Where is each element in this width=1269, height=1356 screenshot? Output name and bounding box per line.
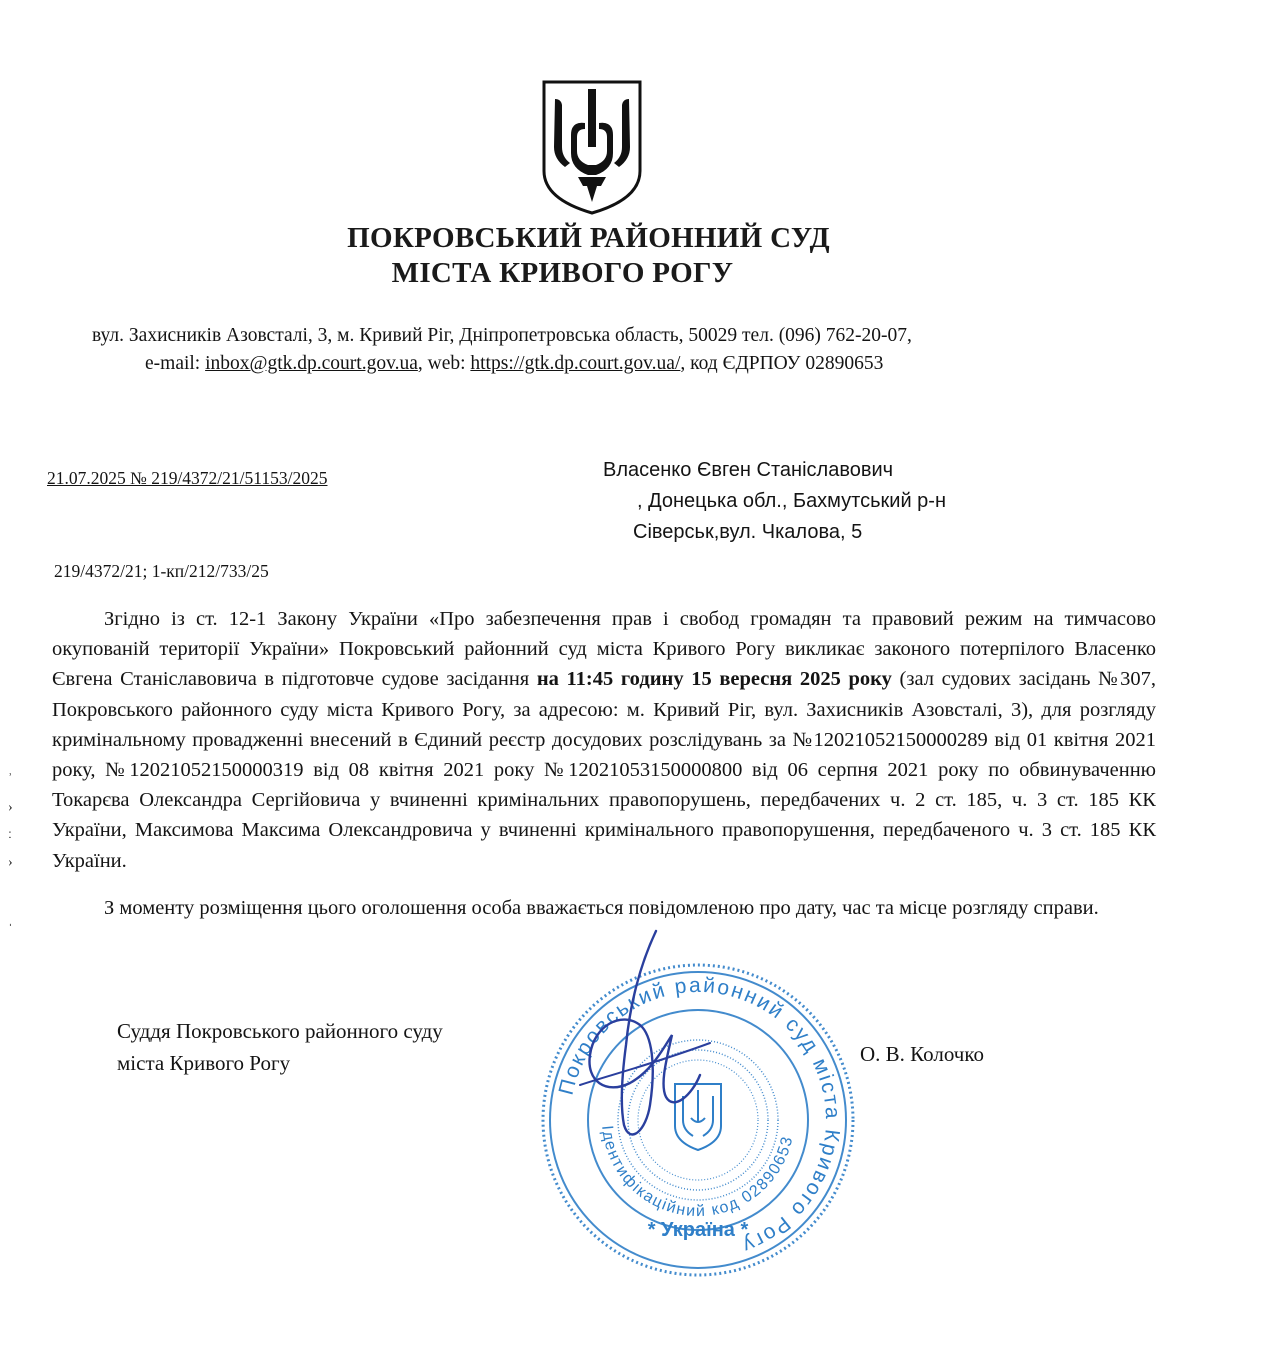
recipient-name: Власенко Євген Станіславович: [603, 459, 894, 481]
margin-mark: ˌ: [8, 912, 13, 927]
outgoing-reference: 21.07.2025 № 219/4372/21/51153/2025: [47, 468, 328, 488]
email-link[interactable]: inbox@gtk.dp.court.gov.ua: [205, 353, 418, 374]
summons-text-start: Згідно із ст. 12-1 Закону України «Про забезпечення прав і свобод громадян та правовий режим на тимчасово окупованій території України» Покровський районний суд міста Кривого Рогу викликає законого потерпілого Власенко Євгена Станіславовича в підготовче судове засідання: [52, 608, 1156, 691]
stamp-outer-text: Покровський районний суд міста Кривого Рогу: [554, 973, 845, 1258]
email-label: e-mail:: [145, 353, 206, 374]
judge-name: О. В. Колочко: [860, 1042, 984, 1066]
court-address: вул. Захисників Азовсталі, 3, м. Кривий Ріг, Дніпропетровська область, 50029 тел. (096) 762-20-07,: [92, 325, 912, 346]
judge-signature: [560, 925, 720, 1155]
summons-text-rest: (зал судових засідань №307, Покровського районного суду міста Кривого Рогу, за адресою: м. Кривий Ріг, вул. Захисників Азовсталі, 3), для розгляду кримінальному провадженні внесений в Єдиний реєстр досудових розслідувань за №12021052150000289 від 01 квітня 2021 року, №12021052150000319 від 08 квітня 2021 року №12021053150000800 від 06 серпня 2021 року по обвинуваченню Токарєва Олександра Сергійовича у вчиненні кримінальних правопорушень, передбачених ч. 2 ст. 185, ч. 3 ст. 185 КК України, Максимова Максима Олександровича у вчиненні кримінального правопорушення, передбаченого ч. 3 ст. 185 КК України.: [52, 668, 1157, 872]
recipient-address: Сіверськ,вул. Чкалова, 5: [633, 521, 863, 543]
trident-coat-of-arms-icon: [541, 79, 643, 216]
web-link[interactable]: https://gtk.dp.court.gov.ua/: [470, 353, 681, 374]
notice-paragraph: З моменту розміщення цього оголошення особа вважається повідомленою про дату, час та місце розгляду справи.: [104, 897, 1099, 919]
court-title-line2: МІСТА КРИВОГО РОГУ: [391, 257, 734, 289]
web-label: , web:: [417, 353, 471, 374]
margin-mark: ː: [8, 827, 12, 842]
case-number: 219/4372/21; 1-кп/212/733/25: [54, 561, 269, 581]
stamp-middle-text: Ідентифікаційний код 02890653: [598, 1124, 797, 1221]
hearing-datetime: на 11:45 годину 15 вересня 2025 року: [536, 668, 892, 691]
summons-paragraph: [52, 604, 1156, 876]
court-title-line1: ПОКРОВСЬКИЙ РАЙОННИЙ СУД: [347, 222, 830, 254]
stamp-bottom-text: * Україна *: [647, 1219, 749, 1241]
court-contacts: [145, 353, 883, 375]
edrpou-code: , код ЄДРПОУ 02890653: [680, 353, 884, 374]
margin-mark: ʾ: [8, 772, 13, 787]
recipient-region: , Донецька обл., Бахмутський р-н: [637, 490, 946, 512]
judge-position-line1: Суддя Покровського районного суду: [117, 1019, 443, 1043]
judge-position-line2: міста Кривого Рогу: [117, 1051, 291, 1075]
margin-mark: ›: [8, 800, 13, 815]
margin-mark: ›: [8, 855, 13, 870]
